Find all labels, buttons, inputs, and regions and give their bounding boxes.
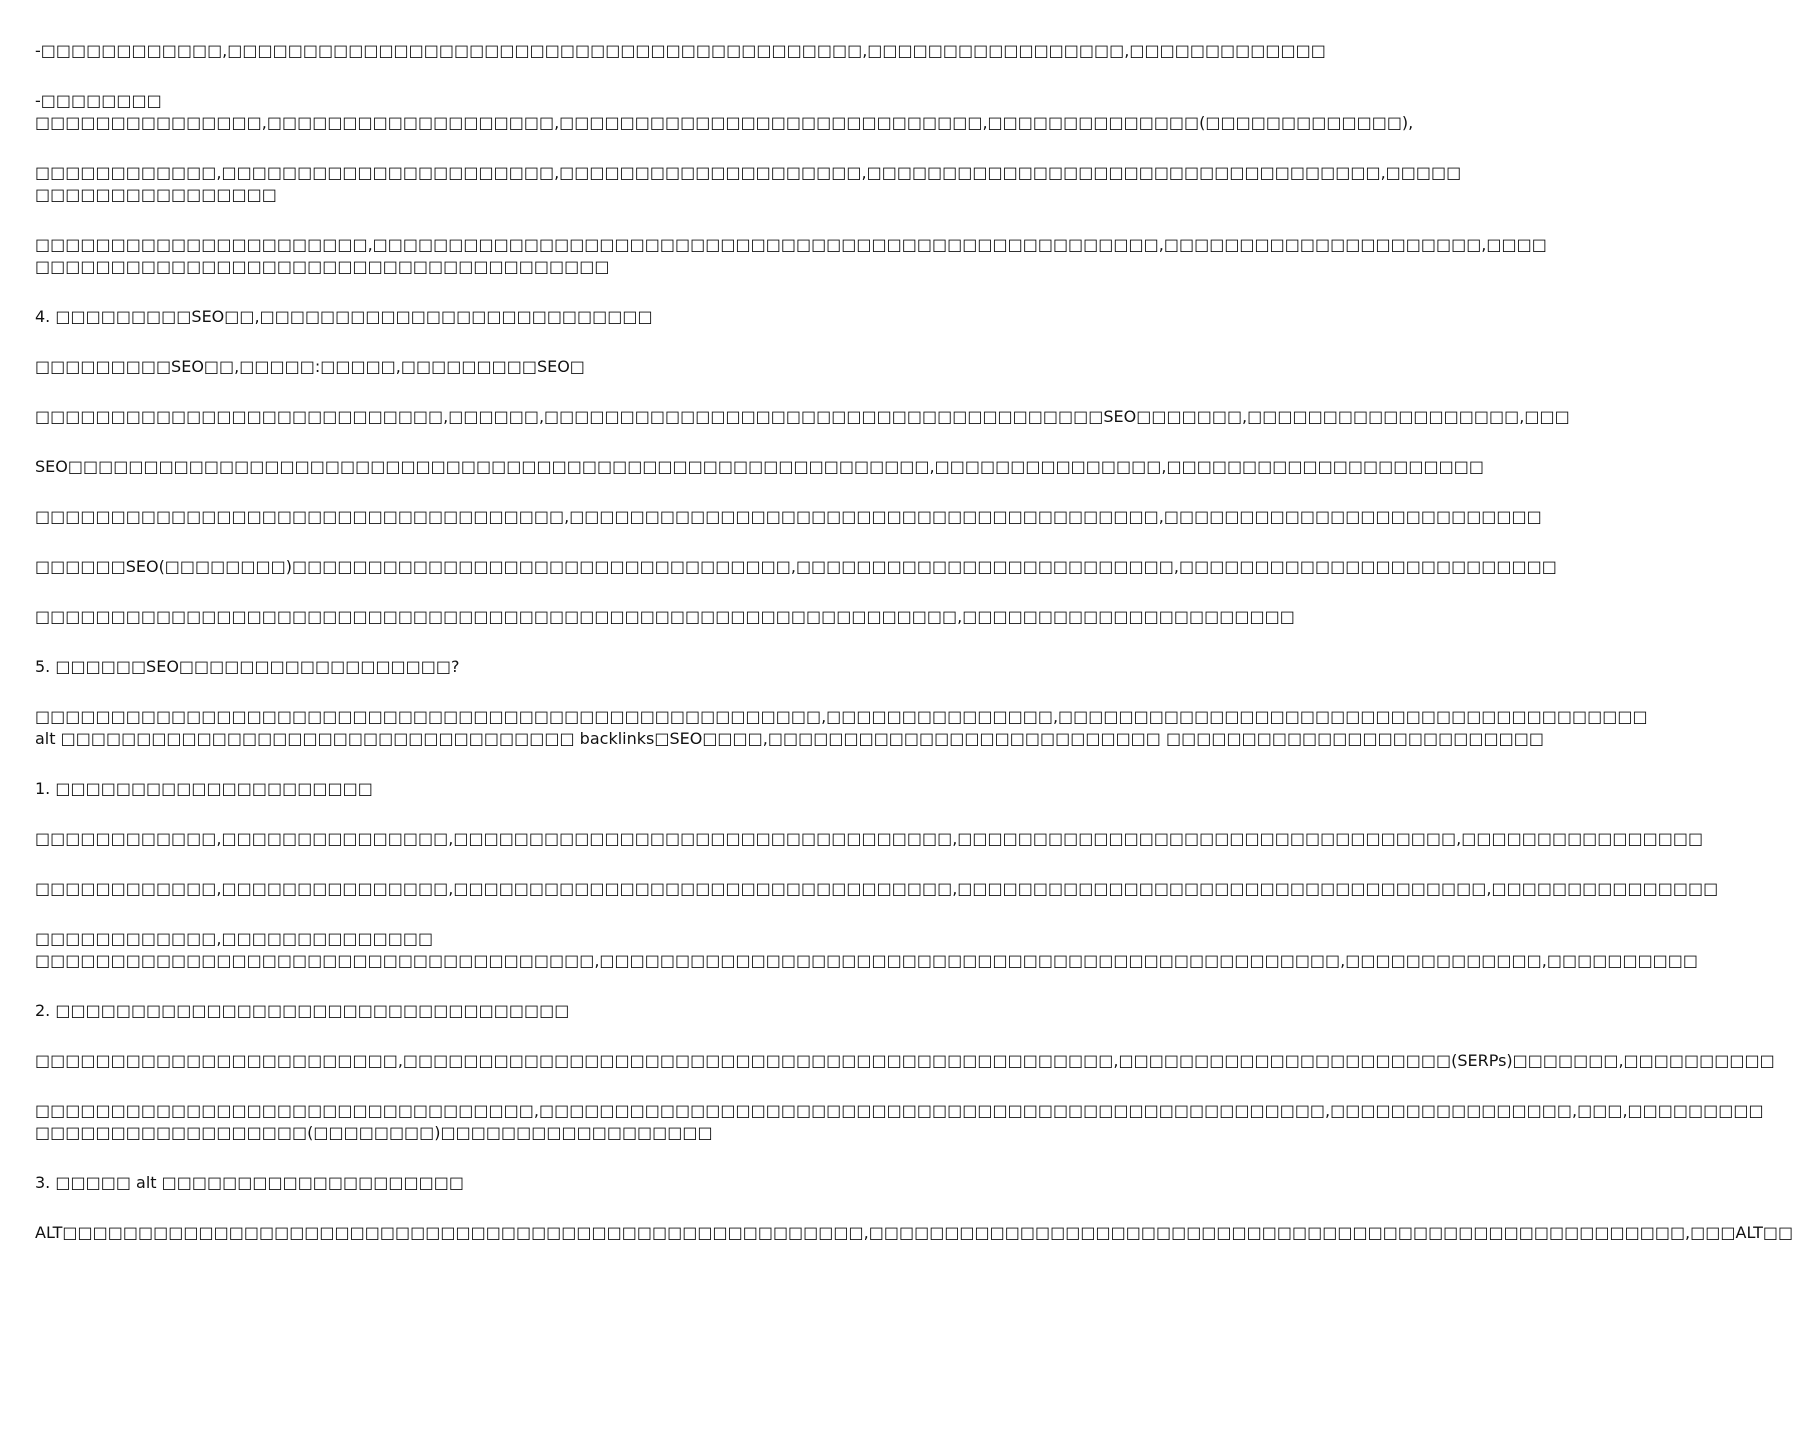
text-line: □□□□□□□□□□□□□□□□□□□□□□□□□□□□□□□□□,□□□□□□□□□□□□□□□□□□□□□□□□□□□□□□□□□□□□□□□□□□□□□□□□□□□□,□□□□□□□□□□□□□□□□,□□□,□□□□□□□□□ bbox=[35, 1101, 1764, 1120]
paragraph bbox=[35, 162, 1462, 206]
paragraph bbox=[35, 234, 1547, 278]
paragraph bbox=[35, 40, 1326, 62]
paragraph bbox=[35, 506, 1542, 528]
text-line: □□□□□□SEO(□□□□□□□□)□□□□□□□□□□□□□□□□□□□□□□□□□□□□□□□□□,□□□□□□□□□□□□□□□□□□□□□□□□□,□□□□□□□□□□□□□□□□□□□□□□□□□ bbox=[35, 557, 1557, 576]
paragraph bbox=[35, 706, 1648, 750]
paragraph bbox=[35, 1222, 1793, 1244]
paragraph bbox=[35, 878, 1719, 900]
text-line: □□□□□□□□□□□□□□□□□□□□□□□□□□□□□□□□□□□□□□□□□□□□□□□□□□□□□□□□□□□□□,□□□□□□□□□□□□□□□□□□□□□□ bbox=[35, 607, 1295, 626]
section-heading bbox=[35, 778, 990, 800]
paragraph bbox=[35, 90, 1414, 134]
text-line: □□□□□□□□□□□□□□□□□□□□□□□□□□□□□□□□□□□□□□ bbox=[35, 257, 610, 276]
document-body bbox=[35, 40, 1793, 1272]
text-line: □□□□□□□□□□□□□□□□□□□□□□□□□□□□□□□□□□□□□,□□□□□□□□□□□□□□□□□□□□□□□□□□□□□□□□□□□□□□□□□□□□□□□□□,□□□□□□□□□□□□□,□□□□□□□□□□ bbox=[35, 951, 1699, 970]
paragraph bbox=[35, 556, 1557, 578]
section-heading bbox=[35, 656, 990, 678]
text-line: ALT□□□□□□□□□□□□□□□□□□□□□□□□□□□□□□□□□□□□□□□□□□□□□□□□□□□□□,□□□□□□□□□□□□□□□□□□□□□□□□□□□□□□□□□□□□□□□□□□□□□□□□□□□□□□,□□□ALT□□ bbox=[35, 1223, 1793, 1242]
paragraph bbox=[35, 1050, 1775, 1072]
section-heading bbox=[35, 306, 990, 328]
text-line: 1. □□□□□□□□□□□□□□□□□□□□□ bbox=[35, 779, 373, 798]
text-line: □□□□□□□□□□□□□□□□□□(□□□□□□□□)□□□□□□□□□□□□□□□□□□ bbox=[35, 1123, 713, 1142]
text-line: □□□□□□□□□□□□,□□□□□□□□□□□□□□□,□□□□□□□□□□□□□□□□□□□□□□□□□□□□□□□□□,□□□□□□□□□□□□□□□□□□□□□□□□□□□□□□□□□□□,□□□□□□□□□□□□□□□ bbox=[35, 879, 1719, 898]
text-line: 2. □□□□□□□□□□□□□□□□□□□□□□□□□□□□□□□□□□ bbox=[35, 1001, 570, 1020]
paragraph bbox=[35, 606, 1295, 628]
text-line: alt □□□□□□□□□□□□□□□□□□□□□□□□□□□□□□□□□□ backlinks□SEO□□□□,□□□□□□□□□□□□□□□□□□□□□□□□□□ □□□□□□□□□□□□□□□□□□□□□□□□□ bbox=[35, 729, 1544, 748]
text-line: □□□□□□□□□□□□□□□□□□□□□□□□□□□□□□□□□□□□□□□□□□□□□□□□□□□□,□□□□□□□□□□□□□□□,□□□□□□□□□□□□□□□□□□□□□□□□□□□□□□□□□□□□□□□ bbox=[35, 707, 1648, 726]
text-line: 4. □□□□□□□□□SEO□□,□□□□□□□□□□□□□□□□□□□□□□□□□□ bbox=[35, 307, 653, 326]
paragraph bbox=[35, 828, 1704, 850]
paragraph bbox=[35, 406, 1570, 428]
text-line: -□□□□□□□□ bbox=[35, 91, 162, 110]
text-line: □□□□□□□□□□□□□□□,□□□□□□□□□□□□□□□□□□□,□□□□□□□□□□□□□□□□□□□□□□□□□□□□,□□□□□□□□□□□□□□(□□□□□□□□□□□□□), bbox=[35, 113, 1414, 132]
text-line: 5. □□□□□□SEO□□□□□□□□□□□□□□□□□□? bbox=[35, 657, 460, 676]
section-heading bbox=[35, 1172, 990, 1194]
text-line: □□□□□□□□□□□□,□□□□□□□□□□□□□□□,□□□□□□□□□□□□□□□□□□□□□□□□□□□□□□□□□,□□□□□□□□□□□□□□□□□□□□□□□□□□□□□□□□□,□□□□□□□□□□□□□□□□ bbox=[35, 829, 1704, 848]
text-line: □□□□□□□□□□□□□□□□□□□□□□,□□□□□□□□□□□□□□□□□□□□□□□□□□□□□□□□□□□□□□□□□□□□□□□□□□□□,□□□□□□□□□□□□□□□□□□□□□,□□□□ bbox=[35, 235, 1547, 254]
text-line: 3. □□□□□ alt □□□□□□□□□□□□□□□□□□□□ bbox=[35, 1173, 464, 1192]
paragraph bbox=[35, 1100, 1764, 1144]
text-line: □□□□□□□□□□□□,□□□□□□□□□□□□□□□□□□□□□□,□□□□□□□□□□□□□□□□□□□□,□□□□□□□□□□□□□□□□□□□□□□□□□□□□□□□□□□,□□□□□ bbox=[35, 163, 1462, 182]
text-line: SEO□□□□□□□□□□□□□□□□□□□□□□□□□□□□□□□□□□□□□□□□□□□□□□□□□□□□□□□□□,□□□□□□□□□□□□□□□,□□□□□□□□□□□□□□□□□□□□□ bbox=[35, 457, 1484, 476]
text-line: □□□□□□□□□□□□□□□□□□□□□□□□□□□□□□□□□□□,□□□□□□□□□□□□□□□□□□□□□□□□□□□□□□□□□□□□□□□,□□□□□□□□□□□□□□□□□□□□□□□□□ bbox=[35, 507, 1542, 526]
text-line: □□□□□□□□□□□□□□□□ bbox=[35, 185, 277, 204]
paragraph bbox=[35, 456, 1484, 478]
paragraph bbox=[35, 356, 990, 378]
text-line: □□□□□□□□□□□□,□□□□□□□□□□□□□□ bbox=[35, 929, 434, 948]
text-line: □□□□□□□□□SEO□□,□□□□□:□□□□□,□□□□□□□□□SEO□ bbox=[35, 357, 585, 376]
paragraph bbox=[35, 928, 1699, 972]
text-line: -□□□□□□□□□□□□,□□□□□□□□□□□□□□□□□□□□□□□□□□□□□□□□□□□□□□□□□□,□□□□□□□□□□□□□□□□□,□□□□□□□□□□□□□ bbox=[35, 41, 1326, 60]
text-line: □□□□□□□□□□□□□□□□□□□□□□□□,□□□□□□□□□□□□□□□□□□□□□□□□□□□□□□□□□□□□□□□□□□□□□□□,□□□□□□□□□□□□□□□□□□□□□□(SERPs)□□□□□□□,□□□□□□□□□□ bbox=[35, 1051, 1775, 1070]
text-line: □□□□□□□□□□□□□□□□□□□□□□□□□□□,□□□□□□,□□□□□□□□□□□□□□□□□□□□□□□□□□□□□□□□□□□□□SEO□□□□□□□,□□□□□□□□□□□□□□□□□□,□□□ bbox=[35, 407, 1570, 426]
section-heading bbox=[35, 1000, 990, 1022]
